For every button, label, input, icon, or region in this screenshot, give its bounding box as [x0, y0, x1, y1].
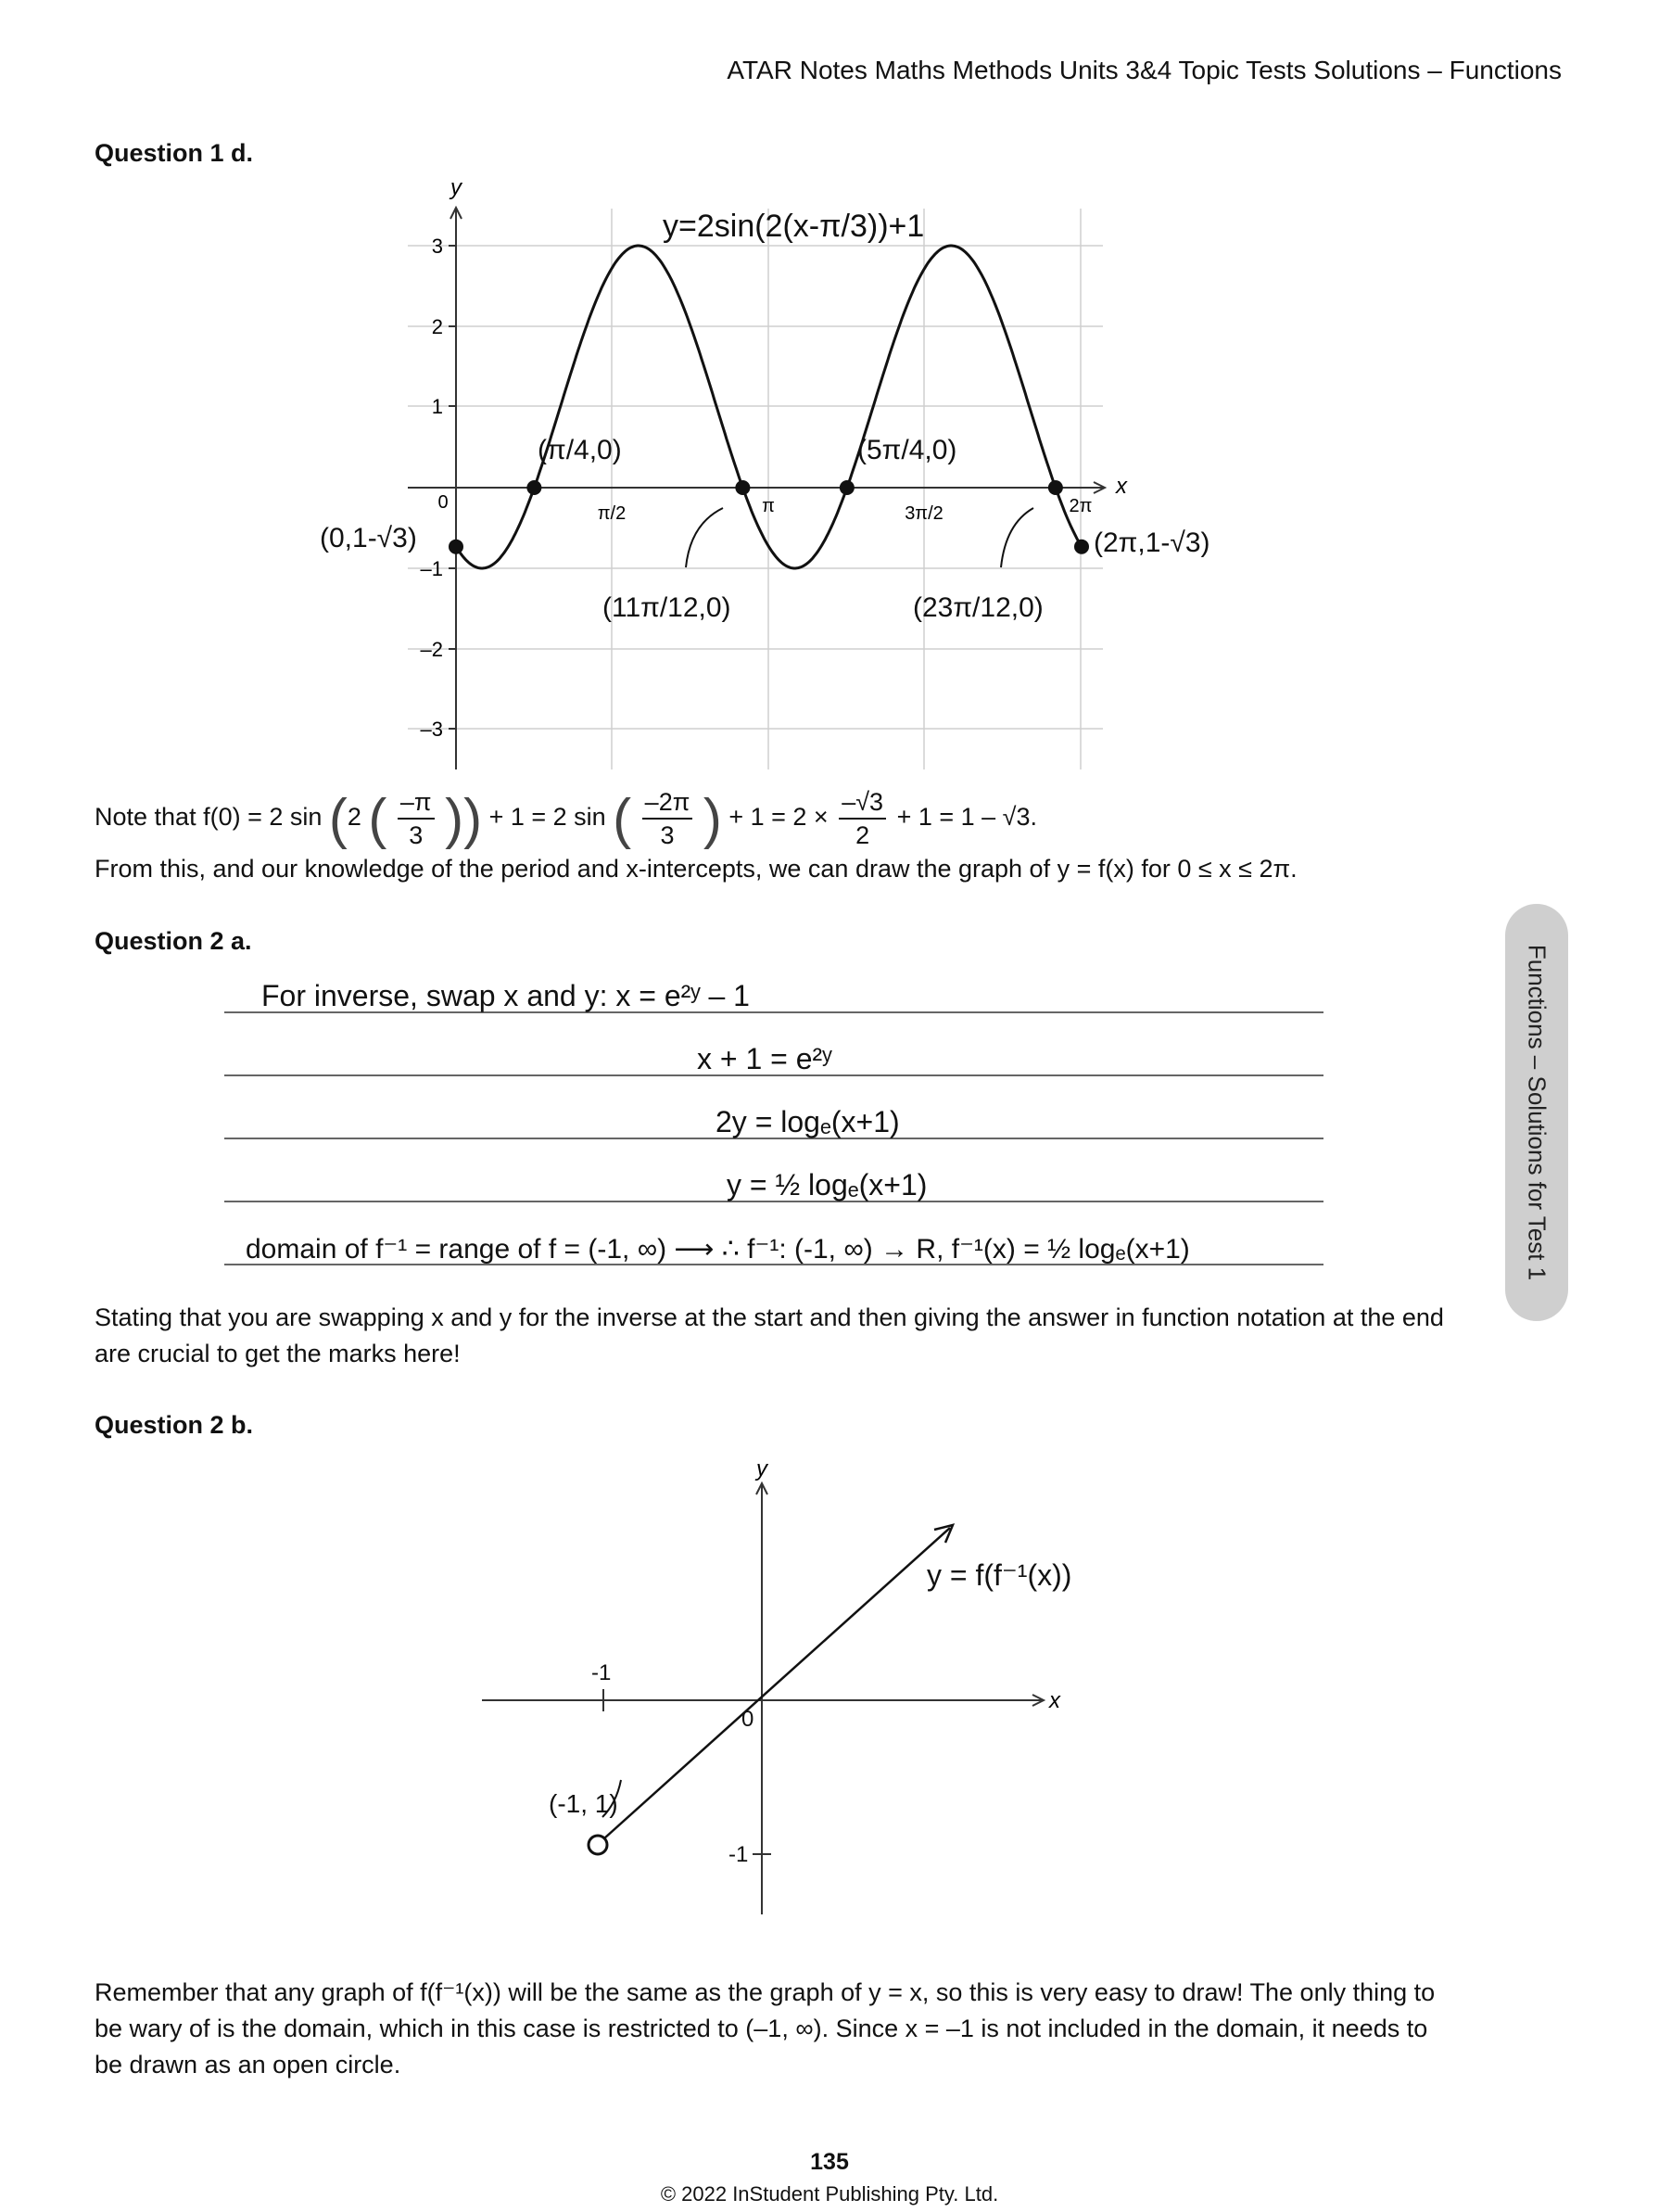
x-tick-label: 3π/2: [905, 503, 943, 524]
x-tick-label: -1: [591, 1660, 612, 1685]
x-axis-label: x: [1116, 474, 1127, 499]
identity-graph: [463, 1446, 1112, 1928]
note-mid: + 1 = 2 sin: [488, 803, 606, 832]
open-circle: [589, 1836, 607, 1854]
solution-line: x + 1 = e²ʸ: [697, 1042, 832, 1075]
numerator: –2π: [642, 786, 693, 820]
point-label: (11π/12,0): [602, 592, 731, 623]
q2a-explanation: Stating that you are swapping x and y for the inverse at the start and then giving the answer in function notation at the end are crucial to get the marks here!: [95, 1303, 1444, 1367]
x-tick-label: π/2: [597, 503, 627, 524]
numerator: –√3: [839, 786, 886, 820]
denominator: 3: [660, 821, 675, 849]
paren-close: ): [463, 787, 483, 850]
q1d-explanation: From this, and our knowledge of the period and x-intercepts, we can draw the graph of y = f(x) for 0 ≤ x ≤ 2π.: [95, 855, 1298, 883]
note-end: + 1 = 1 – √3.: [896, 803, 1038, 832]
copyright: © 2022 InStudent Publishing Pty. Ltd.: [660, 2182, 999, 2206]
paren-open: (: [613, 787, 632, 850]
note-equation: Note that f(0) = 2 sin (2 ( $\frac{-\pi}{3}$ )) + 1 = 2 sin ( $\frac{-2\pi}{3}$ ) + 1 = 2 × $\frac{-√3}{2}$ + 1 = 1 – √3.: [95, 787, 1038, 850]
note-mid: + 1 = 2 ×: [728, 803, 829, 832]
y-tick-label: 2: [431, 315, 443, 338]
point-label: (π/4,0): [538, 435, 622, 465]
denominator: 2: [855, 821, 870, 849]
sine-graph: [306, 172, 1210, 774]
page-number: 135: [810, 2149, 849, 2175]
paren-close: ): [445, 787, 464, 850]
question-1d-heading: Question 1 d.: [95, 139, 254, 167]
q2b-explanation: Remember that any graph of f(f⁻¹(x)) will be the same as the graph of y = x, so this is very easy to draw! The only thing to be wary of is the domain, which in this case is restricted to (–1, ∞). Since x = –1 is not included in the domain, it needs to be drawn as an open circle.: [95, 1978, 1436, 2079]
note-prefix: Note that f(0) = 2 sin: [95, 803, 323, 832]
y-tick-label: 3: [431, 235, 443, 258]
x-tick-label: π: [762, 496, 775, 516]
paren-open: (: [368, 787, 387, 850]
y-axis-label: y: [450, 175, 462, 200]
point-label: (0,1-√3): [320, 523, 417, 553]
identity-line: [604, 1528, 950, 1838]
curve-point: [840, 480, 855, 495]
point-label: (2π,1-√3): [1094, 528, 1210, 558]
solution-line: domain of f⁻¹ = range of f = (-1, ∞) ⟶ ∴ f⁻¹: (-1, ∞) → R, f⁻¹(x) = ½ logₑ(x+1): [246, 1234, 1190, 1265]
fraction: [398, 786, 435, 851]
line-label: y = f(f⁻¹(x)): [927, 1558, 1072, 1592]
running-header: ATAR Notes Maths Methods Units 3&4 Topic Tests Solutions – Functions: [727, 56, 1562, 84]
point-label: (-1, 1): [549, 1789, 618, 1818]
y-tick-label: 1: [431, 395, 443, 418]
curve-point: [1048, 480, 1063, 495]
fraction: [642, 786, 693, 851]
origin-label: 0: [741, 1707, 754, 1732]
x-axis-label: x: [1049, 1688, 1060, 1713]
solution-line: 2y = logₑ(x+1): [716, 1105, 900, 1138]
point-label: (5π/4,0): [857, 435, 957, 465]
worked-solution-lines: [222, 964, 1335, 1270]
fraction: [839, 786, 886, 851]
question-2a-heading: Question 2 a.: [95, 927, 252, 955]
solution-line: y = ½ logₑ(x+1): [727, 1168, 928, 1201]
curve-point: [735, 480, 750, 495]
point-label: (23π/12,0): [913, 592, 1044, 623]
y-tick-label: –3: [420, 718, 443, 741]
question-2b-heading: Question 2 b.: [95, 1411, 254, 1439]
solution-line: For inverse, swap x and y: x = e²ʸ – 1: [261, 979, 750, 1012]
y-axis-label: y: [756, 1456, 767, 1481]
y-tick-label: –2: [420, 638, 443, 661]
paren-close: ): [703, 787, 722, 850]
x-tick-label: 2π: [1069, 496, 1093, 516]
section-tab-label: Functions – Solutions for Test 1: [1523, 944, 1551, 1281]
origin-label: 0: [437, 492, 449, 513]
equation-label: y=2sin(2(x-π/3))+1: [663, 209, 925, 244]
paren-open: (: [328, 787, 348, 850]
curve-point: [449, 540, 463, 554]
y-tick-label: –1: [420, 557, 443, 580]
numerator: –π: [398, 786, 435, 820]
y-tick-label: -1: [728, 1842, 749, 1867]
denominator: 3: [409, 821, 424, 849]
curve-point: [1074, 540, 1089, 554]
curve-point: [526, 480, 541, 495]
